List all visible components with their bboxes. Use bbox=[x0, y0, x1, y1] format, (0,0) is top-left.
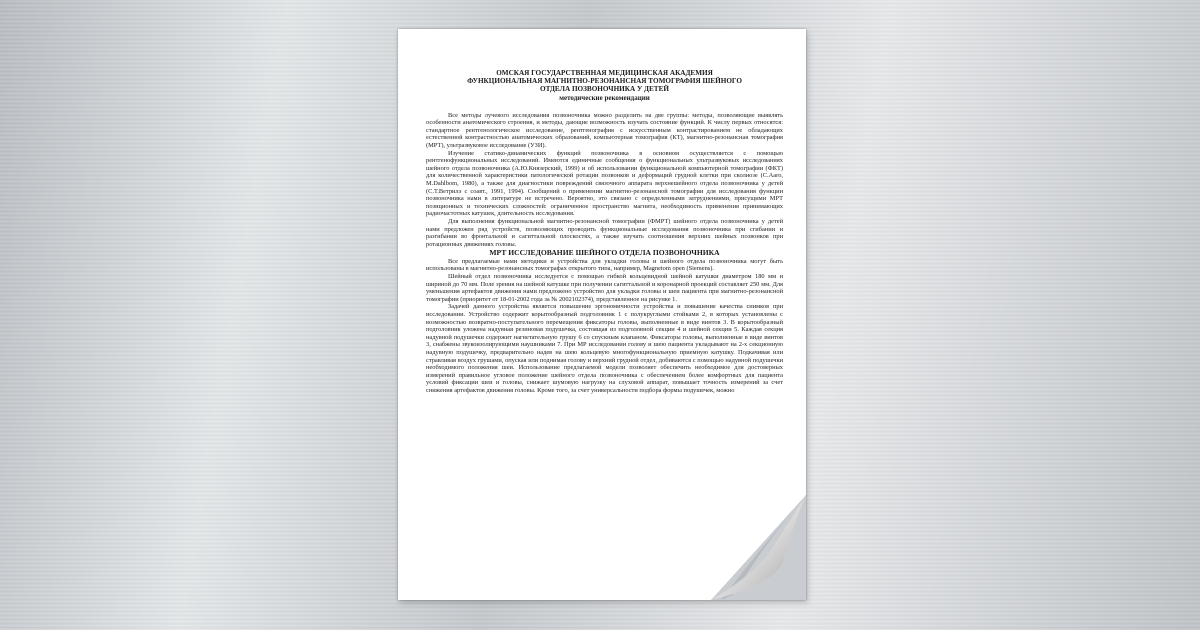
section-paragraph: Шейный отдел позвоночника исследуется с помощью гибкой кольцевидной шейной катушки диаметром 180 мм и шириной до 70 мм. Поле зрения на шейной катушке при получении сагиттальной и коронарной проекций составляет 250 мм. Для уменьшения артефактов движения нами предложено устройство для укладки головы и шеи пациента при магнитно-резонансной томографии (приоритет от 18-01-2002 года за № 2002102374), представленное на рисунке 1. bbox=[426, 273, 783, 303]
intro-paragraph: Изучение статико-динамических функций позвоночника в основном осуществляется с помощью рентгенофункциональных исследований. Имеются единичные сообщения о функциональных ультразвуковых исследованиях шейного отдела позвоночника (А.Ю.Князерский, 1999) и об использовании функциональной компьютерной томографии (ФКТ) для количественной характеристики патологической ротации позвонков и деформаций грудной клетки при сколиозе (C.Aaro, M.Dahlbom, 1980), а также для диагностики повреждений связочного аппарата верхнешейного отдела позвоночника у детей (С.Т.Ветрилэ с соавт., 1991, 1994). Сообщений о применении магнитно-резонансной томографии для исследования функции позвоночника нами в литературе не встречено. Вероятно, это связано с определенными затруднениями, присущими МРТ позиционных и технических сложностей: ограниченное пространство магнита, необходимость применения принимающих радиочастотных катушек, длительность исследования. bbox=[426, 149, 783, 218]
document-title-line-2: ОТДЕЛА ПОЗВОНОЧНИКА У ДЕТЕЙ bbox=[540, 85, 669, 94]
intro-paragraph: Все методы лучевого исследования позвоночника можно разделить на две группы: методы, позволяющие выявлять особенности анатомического строения, и методы, дающие возможность изучать состояние функций. К числу первых относятся: стандартное рентгенологическое исследование, рентгенография с искусственным контрастированием не обладающих естественной контрастностью анатомических образований, компьютерная томография (КТ), магнитно-резонансная томография (МРТ), ультразвуковое исследование (УЗИ). bbox=[426, 111, 783, 149]
section-paragraph: Задачей данного устройства является повышение эргономичности устройства и повышение качества снимков при исследовании. Устройство содержит корытообразный подголовник 1 с полукруглыми стойками 2, в которых установлены с возможностью возвратно-поступательного перемещения фиксаторы головы, выполненные в виде винтов 3. В корытообразный подголовник уложена надувная резиновая подушечка, состоящая из подголовной секции 4 и шейной секции 5. Каждая секция надувной подушечки содержит нагнетательную грушу 6 со спускным клапаном. Фиксаторы головы, выполненные в виде винтов 3, снабжены звукоизолирующими наушниками 7. При МР исследовании голову и шею пациента укладывают на 2-х секционную надувную подушечку, предварительно надев на шею кольцевую многофункциональную приемную катушку. Подкачивая или стравливая воздух грушами, опуская или поднимая голову и верхний грудной отдел, добиваются с помощью надувной подушечки необходимого положения шеи. Использование предлагаемой модели позволяет обеспечить необходимое для достоверных измерений правильное угловое положение шейного отдела позвоночника с обеспечением более комфортных для пациента условий фиксации шеи и головы, снижает шумовую нагрузку на слуховой аппарат, повышает точность измерений за счет снижения артефактов движения головы. Кроме того, за счет универсальности подбора формы подушечек, можно bbox=[426, 303, 783, 394]
institution-title: ОМСКАЯ ГОСУДАРСТВЕННАЯ МЕДИЦИНСКАЯ АКАДЕМИЯ bbox=[496, 69, 713, 77]
section-heading: МРТ ИССЛЕДОВАНИЕ ШЕЙНОГО ОТДЕЛА ПОЗВОНОЧНИКА bbox=[489, 248, 720, 258]
document-content bbox=[426, 69, 783, 395]
document-subtitle: методические рекомендации bbox=[559, 93, 650, 102]
page-curl-decoration bbox=[711, 495, 806, 600]
document-page bbox=[398, 29, 806, 600]
intro-paragraph: Для выполнения функциональной магнитно-резонансной томографии (ФМРТ) шейного отдела позвоночника у детей нами предложен ряд устройств, позволяющих проводить функциональные исследования позвоночника при сгибании и разгибании во фронтальной и сагиттальной плоскостях, а также изучать соотношения верхних шейных позвонков при ротационных движениях головы. bbox=[426, 217, 783, 248]
section-paragraph: Все предлагаемые нами методики и устройства для укладки головы и шейного отдела позвоночника могут быть использованы в магнитно-резонансных томографах открытого типа, например, Magnetom open (Siemens). bbox=[426, 257, 783, 273]
document-title-line-1: ФУНКЦИОНАЛЬНАЯ МАГНИТНО-РЕЗОНАНСНАЯ ТОМОГРАФИЯ ШЕЙНОГО bbox=[467, 77, 742, 86]
